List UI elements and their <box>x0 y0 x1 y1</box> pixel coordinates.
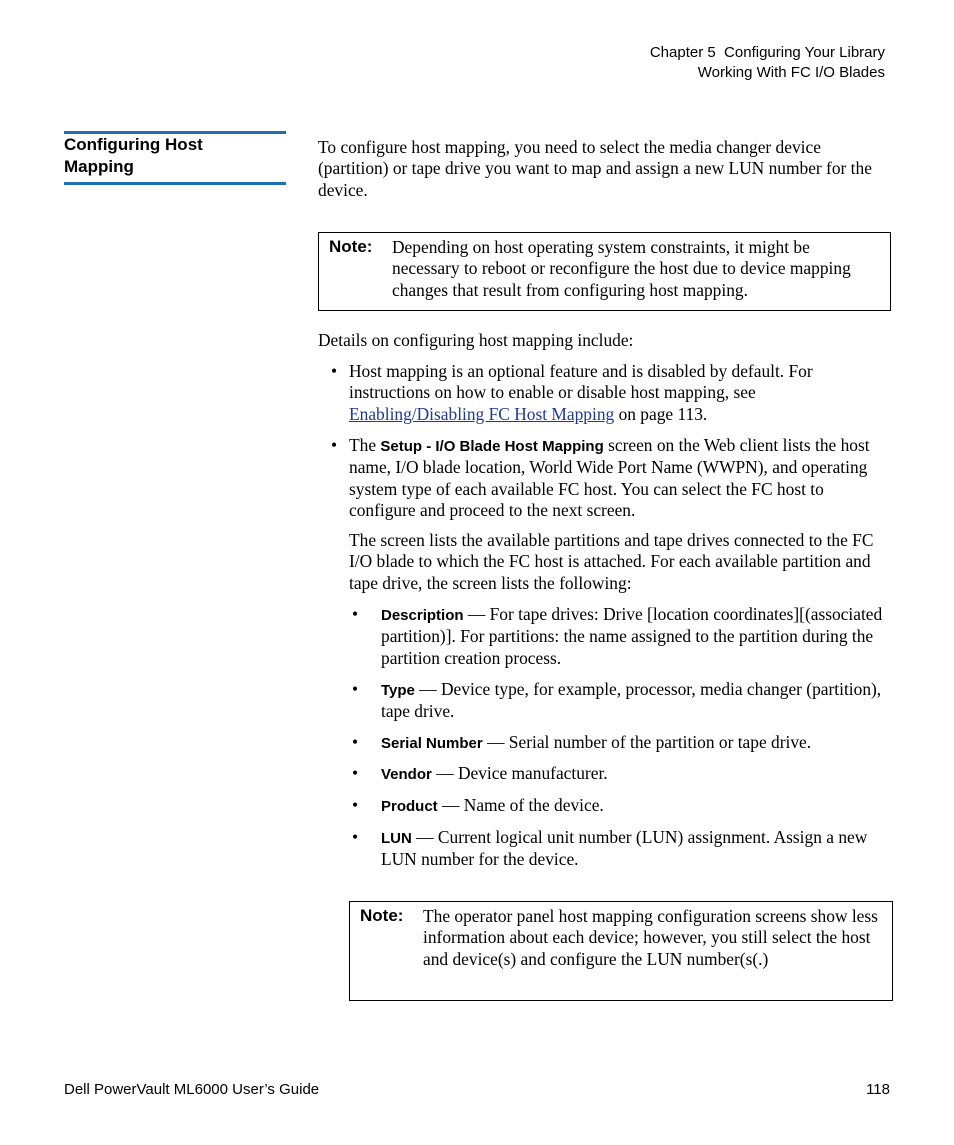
bullet-text: on page 113. <box>614 403 708 424</box>
bullet-marker: • <box>352 732 359 752</box>
cross-reference-link[interactable]: Enabling/Disabling FC Host Mapping <box>349 403 615 424</box>
bullet-marker: • <box>352 763 359 783</box>
details-intro: Details on configuring host mapping include: <box>318 330 634 350</box>
screen-paragraph: The screen lists the available partitions and tape drives connected to the FC I/O blade to which the FC host is attached. For each available partition and tape drive, the screen lists the following: <box>349 530 874 593</box>
bullet-item <box>349 361 891 425</box>
field-term: Serial Number <box>381 735 483 752</box>
bullet-marker: • <box>352 679 359 699</box>
bullet-item <box>349 435 891 521</box>
section-title: Working With FC I/O Blades <box>697 64 885 81</box>
field-term: Description <box>381 607 464 624</box>
bullet-marker: • <box>352 795 359 815</box>
field-item-lun <box>381 827 893 871</box>
chapter-title: Chapter 5 Configuring Your Library <box>649 44 885 61</box>
note-box <box>318 232 891 311</box>
bullet-marker: • <box>352 827 359 847</box>
field-desc: — Device type, for example, processor, media changer (partition), tape drive. <box>381 679 882 722</box>
field-desc: — Serial number of the partition or tape drive. <box>482 732 812 752</box>
field-desc: — Current logical unit number (LUN) assignment. Assign a new LUN number for the device. <box>381 827 868 870</box>
screen-name: Setup - I/O Blade Host Mapping <box>380 438 604 455</box>
page-number: 118 <box>866 1081 890 1098</box>
running-header <box>650 43 885 83</box>
note-label: Note: <box>329 237 373 256</box>
intro-paragraph: To configure host mapping, you need to select the media changer device (partition) or tape drive you want to map and assign a new LUN number for the device. <box>318 137 872 200</box>
bullet-marker: • <box>352 604 359 624</box>
field-desc: — Device manufacturer. <box>431 763 608 783</box>
field-item-product <box>381 795 893 817</box>
note-text: The operator panel host mapping configuration screens show less information about each device; however, you still select the host and device(s) and configure the LUN number(s(.) <box>423 906 878 969</box>
field-item-serial-number <box>381 732 893 754</box>
bullet-text: The <box>349 435 381 455</box>
bullet-marker: • <box>331 435 338 455</box>
field-term: Vendor <box>381 766 432 783</box>
bullet-text: Host mapping is an optional feature and is disabled by default. For instructions on how to enable or disable host mapping, see <box>349 361 813 403</box>
field-desc: — Name of the device. <box>437 795 604 815</box>
field-desc: — For tape drives: Drive [location coordinates][(associated partition)]. For partitions: the name assigned to the partition during the partition creation process. <box>381 604 883 668</box>
field-term: Product <box>381 798 438 815</box>
field-item-type <box>381 679 893 723</box>
footer-title: Dell PowerVault ML6000 User’s Guide <box>64 1081 320 1098</box>
field-item-description <box>381 604 893 669</box>
heading-rule-bottom <box>64 182 286 185</box>
note-text: Depending on host operating system constraints, it might be necessary to reboot or reconfigure the host due to device mapping changes that result from configuring host mapping. <box>392 237 851 300</box>
side-heading: Configuring Host Mapping <box>64 135 203 176</box>
note-box <box>349 901 893 1001</box>
field-term: Type <box>381 682 415 699</box>
field-item-vendor <box>381 763 893 785</box>
bullet-marker: • <box>331 361 338 381</box>
bullet-text: screen on the Web client lists the host name, I/O blade location, World Wide Port Name (WWPN), and operating system type of each available FC host. You can select the FC host to configure and proceed to the next screen. <box>349 435 870 520</box>
note-label: Note: <box>360 906 404 925</box>
field-term: LUN <box>381 830 412 847</box>
